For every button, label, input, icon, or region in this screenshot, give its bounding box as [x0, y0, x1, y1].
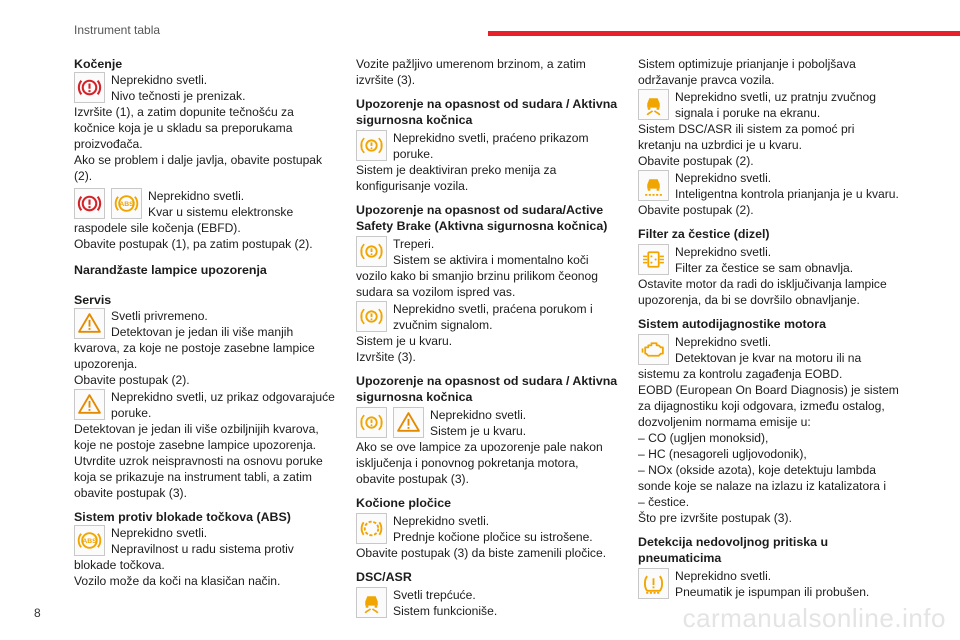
section-title: Kočenje: [74, 57, 123, 71]
paragraph: Detektovan je jedan ili više ozbiljnijih kvarova, koje ne postoje zasebne lampice upozorenja. Utvrdite uzrok neispravnosti na osnovu poruke koja se prikazuje na instrument tabli, a zatim obavite postupak (3).: [74, 422, 323, 500]
entry-line: Neprekidno svetli.: [675, 245, 772, 259]
section-title: Sistem protiv blokade točkova (ABS): [74, 510, 291, 524]
entry-line: Treperi.: [393, 237, 435, 251]
collision-warning-icon: [356, 236, 387, 267]
entry-line: Neprekidno svetli.: [675, 569, 772, 583]
section-title: Filter za čestice (dizel): [638, 227, 770, 241]
warning-entry: [74, 389, 336, 421]
traction-control-icon: [638, 170, 669, 201]
entry-line: Kvar u sistemu elektronske: [148, 205, 294, 219]
column-1: [74, 56, 336, 589]
entry-line: Sistem funkcioniše.: [393, 604, 498, 618]
section-title: Detekcija nedovoljnog pritiska u pneumaticima: [638, 535, 829, 565]
entry-line: Neprekidno svetli.: [148, 189, 245, 203]
section-title: Upozorenje na opasnost od sudara / Aktivna sigurnosna kočnica: [356, 97, 618, 127]
svg-text:ABS: ABS: [119, 201, 134, 209]
entry-line: Pneumatik je ispumpan ili probušen.: [675, 585, 870, 599]
warning-entry: [356, 407, 618, 439]
collision-warning-icon: [356, 407, 387, 438]
paragraph: Sistem je deaktiviran preko menija za konfigurisanje vozila.: [356, 163, 557, 193]
section-title: DSC/ASR: [356, 570, 412, 584]
warning-entry: [638, 170, 900, 202]
paragraph: Obavite postupak (2).: [638, 203, 754, 217]
warning-entry: [356, 301, 618, 333]
abs-icon: [74, 525, 105, 556]
entry-line: Neprekidno svetli, praćena porukom i: [393, 302, 593, 316]
page-number: 8: [34, 606, 41, 620]
paragraph: Sistem DSC/ASR ili sistem za pomoć pri kretanju na uzbrdici je u kvaru.: [638, 122, 855, 152]
section-title: Kočione pločice: [356, 496, 452, 510]
brake-warning-icon: [74, 188, 105, 219]
paragraph: Izvršite (1), a zatim dopunite tečnošću za kočnice koja je u skladu sa preporukama proizvođača.: [74, 105, 294, 151]
paragraph: sistemu za kontrolu zagađenja EOBD.: [638, 367, 843, 381]
paragraph: kvarova, za koje ne postoje zasebne lampice upozorenja.: [74, 341, 315, 371]
entry-line: Nivo tečnosti je prenizak.: [111, 89, 246, 103]
collision-warning-icon: [356, 301, 387, 332]
column-2: [356, 56, 618, 619]
entry-line: Sistem se aktivira i momentalno koči: [393, 253, 589, 267]
entry-line: Nepravilnost u radu sistema protiv: [111, 542, 294, 556]
warning-entry: [356, 130, 618, 162]
entry-line: Svetli privremeno.: [111, 309, 208, 323]
entry-line: zvučnim signalom.: [393, 318, 493, 332]
warning-entry: [74, 308, 336, 340]
warning-entry: [356, 587, 618, 619]
entry-line: Detektovan je jedan ili više manjih: [111, 325, 294, 339]
brake-pad-icon: [356, 513, 387, 544]
header-accent-bar: [488, 31, 960, 36]
paragraph: raspodele sile kočenja (EBFD).: [74, 221, 241, 235]
section-title: Servis: [74, 293, 112, 307]
skidding-car-icon: [638, 89, 669, 120]
section-title: Sistem autodijagnostike motora: [638, 317, 826, 331]
service-warning-icon: [74, 308, 105, 339]
section-title: Upozorenje na opasnost od sudara/Active Safety Brake (Aktivna sigurnosna kočnica): [356, 203, 608, 233]
entry-line: Neprekidno svetli.: [393, 514, 490, 528]
warning-entry: [638, 244, 900, 276]
entry-line: Svetli trepćuće.: [393, 588, 476, 602]
paragraph: Vozilo može da koči na klasičan način.: [74, 574, 281, 588]
abs-icon: [111, 188, 142, 219]
paragraph: Što pre izvršite postupak (3).: [638, 511, 792, 525]
entry-line: poruke.: [393, 147, 434, 161]
warning-entry: [74, 72, 336, 104]
svg-text:ABS: ABS: [82, 538, 97, 546]
service-warning-icon: [74, 389, 105, 420]
entry-line: Prednje kočione pločice su istrošene.: [393, 530, 593, 544]
entry-line: Neprekidno svetli.: [430, 408, 527, 422]
entry-line: Sistem je u kvaru.: [430, 424, 527, 438]
entry-line: poruke.: [111, 406, 152, 420]
list-item: – NOx (okside azota), koje detektuju lambda sonde koje se nalaze na izlazu iz katalizatora i: [638, 463, 887, 493]
paragraph: Obavite postupak (3) da biste zamenili pločice.: [356, 546, 607, 560]
paragraph: Sistem optimizuje prianjanje i poboljšava održavanje pravca vozila.: [638, 57, 856, 87]
warning-entry: [356, 236, 618, 268]
warning-entry: [638, 334, 900, 366]
paragraph: Obavite postupak (2).: [638, 154, 754, 168]
tyre-pressure-icon: [638, 568, 669, 599]
entry-line: Neprekidno svetli.: [111, 73, 208, 87]
section-title: Narandžaste lampice upozorenja: [74, 263, 267, 277]
list-item: – CO (ugljen monoksid),: [638, 431, 769, 445]
engine-icon: [638, 334, 669, 365]
entry-line: signala i poruke na ekranu.: [675, 106, 821, 120]
service-warning-icon: [393, 407, 424, 438]
paragraph: Ostavite motor da radi do isključivanja lampice upozorenja, da bi se dovršilo obnavljanje.: [638, 277, 887, 307]
header-title: Instrument tabla: [74, 23, 161, 37]
watermark: carmanualsonline.info: [682, 603, 946, 633]
column-3: [638, 56, 900, 600]
warning-entry: [638, 568, 900, 600]
entry-line: Neprekidno svetli, praćeno prikazom: [393, 131, 589, 145]
entry-line: Neprekidno svetli.: [675, 171, 772, 185]
warning-entry: [356, 513, 618, 545]
entry-line: Neprekidno svetli.: [111, 526, 208, 540]
entry-line: Neprekidno svetli, uz prikaz odgovarajuće: [111, 390, 335, 404]
entry-line: Detektovan je kvar na motoru ili na: [675, 351, 862, 365]
warning-entry: [74, 525, 336, 557]
paragraph: Obavite postupak (2).: [74, 373, 190, 387]
paragraph: Izvršite (3).: [356, 350, 416, 364]
paragraph: blokade točkova.: [74, 558, 165, 572]
paragraph: Ako se problem i dalje javlja, obavite postupak (2).: [74, 153, 323, 183]
paragraph: EOBD (European On Board Diagnosis) je sistem za dijagnostiku koji odgovara, između ostalog, dozvoljenim normama emisije u:: [638, 383, 899, 429]
paragraph: Sistem je u kvaru.: [356, 334, 453, 348]
entry-line: Filter za čestice se sam obnavlja.: [675, 261, 854, 275]
particle-filter-icon: [638, 244, 669, 275]
list-item: – HC (nesagoreli ugljovodonik),: [638, 447, 807, 461]
section-title: Upozorenje na opasnost od sudara / Aktivna sigurnosna kočnica: [356, 374, 618, 404]
warning-entry: [74, 188, 336, 220]
paragraph: Vozite pažljivo umerenom brzinom, a zatim izvršite (3).: [356, 57, 586, 87]
paragraph: vozilo kako bi smanjio brzinu prilikom čeonog sudara sa vozilom ispred vas.: [356, 269, 598, 299]
entry-line: Neprekidno svetli.: [675, 335, 772, 349]
collision-warning-icon: [356, 130, 387, 161]
brake-warning-icon: [74, 72, 105, 103]
entry-line: Inteligentna kontrola prianjanja je u kvaru.: [675, 187, 899, 201]
warning-entry: [638, 89, 900, 121]
skidding-car-icon: [356, 587, 387, 618]
list-item: – čestice.: [638, 495, 690, 509]
paragraph: Ako se ove lampice za upozorenje pale nakon isključenja i ponovnog pokretanja motora, obavite postupak (3).: [356, 440, 603, 486]
entry-line: Neprekidno svetli, uz pratnju zvučnog: [675, 90, 876, 104]
paragraph: Obavite postupak (1), pa zatim postupak (2).: [74, 237, 313, 251]
